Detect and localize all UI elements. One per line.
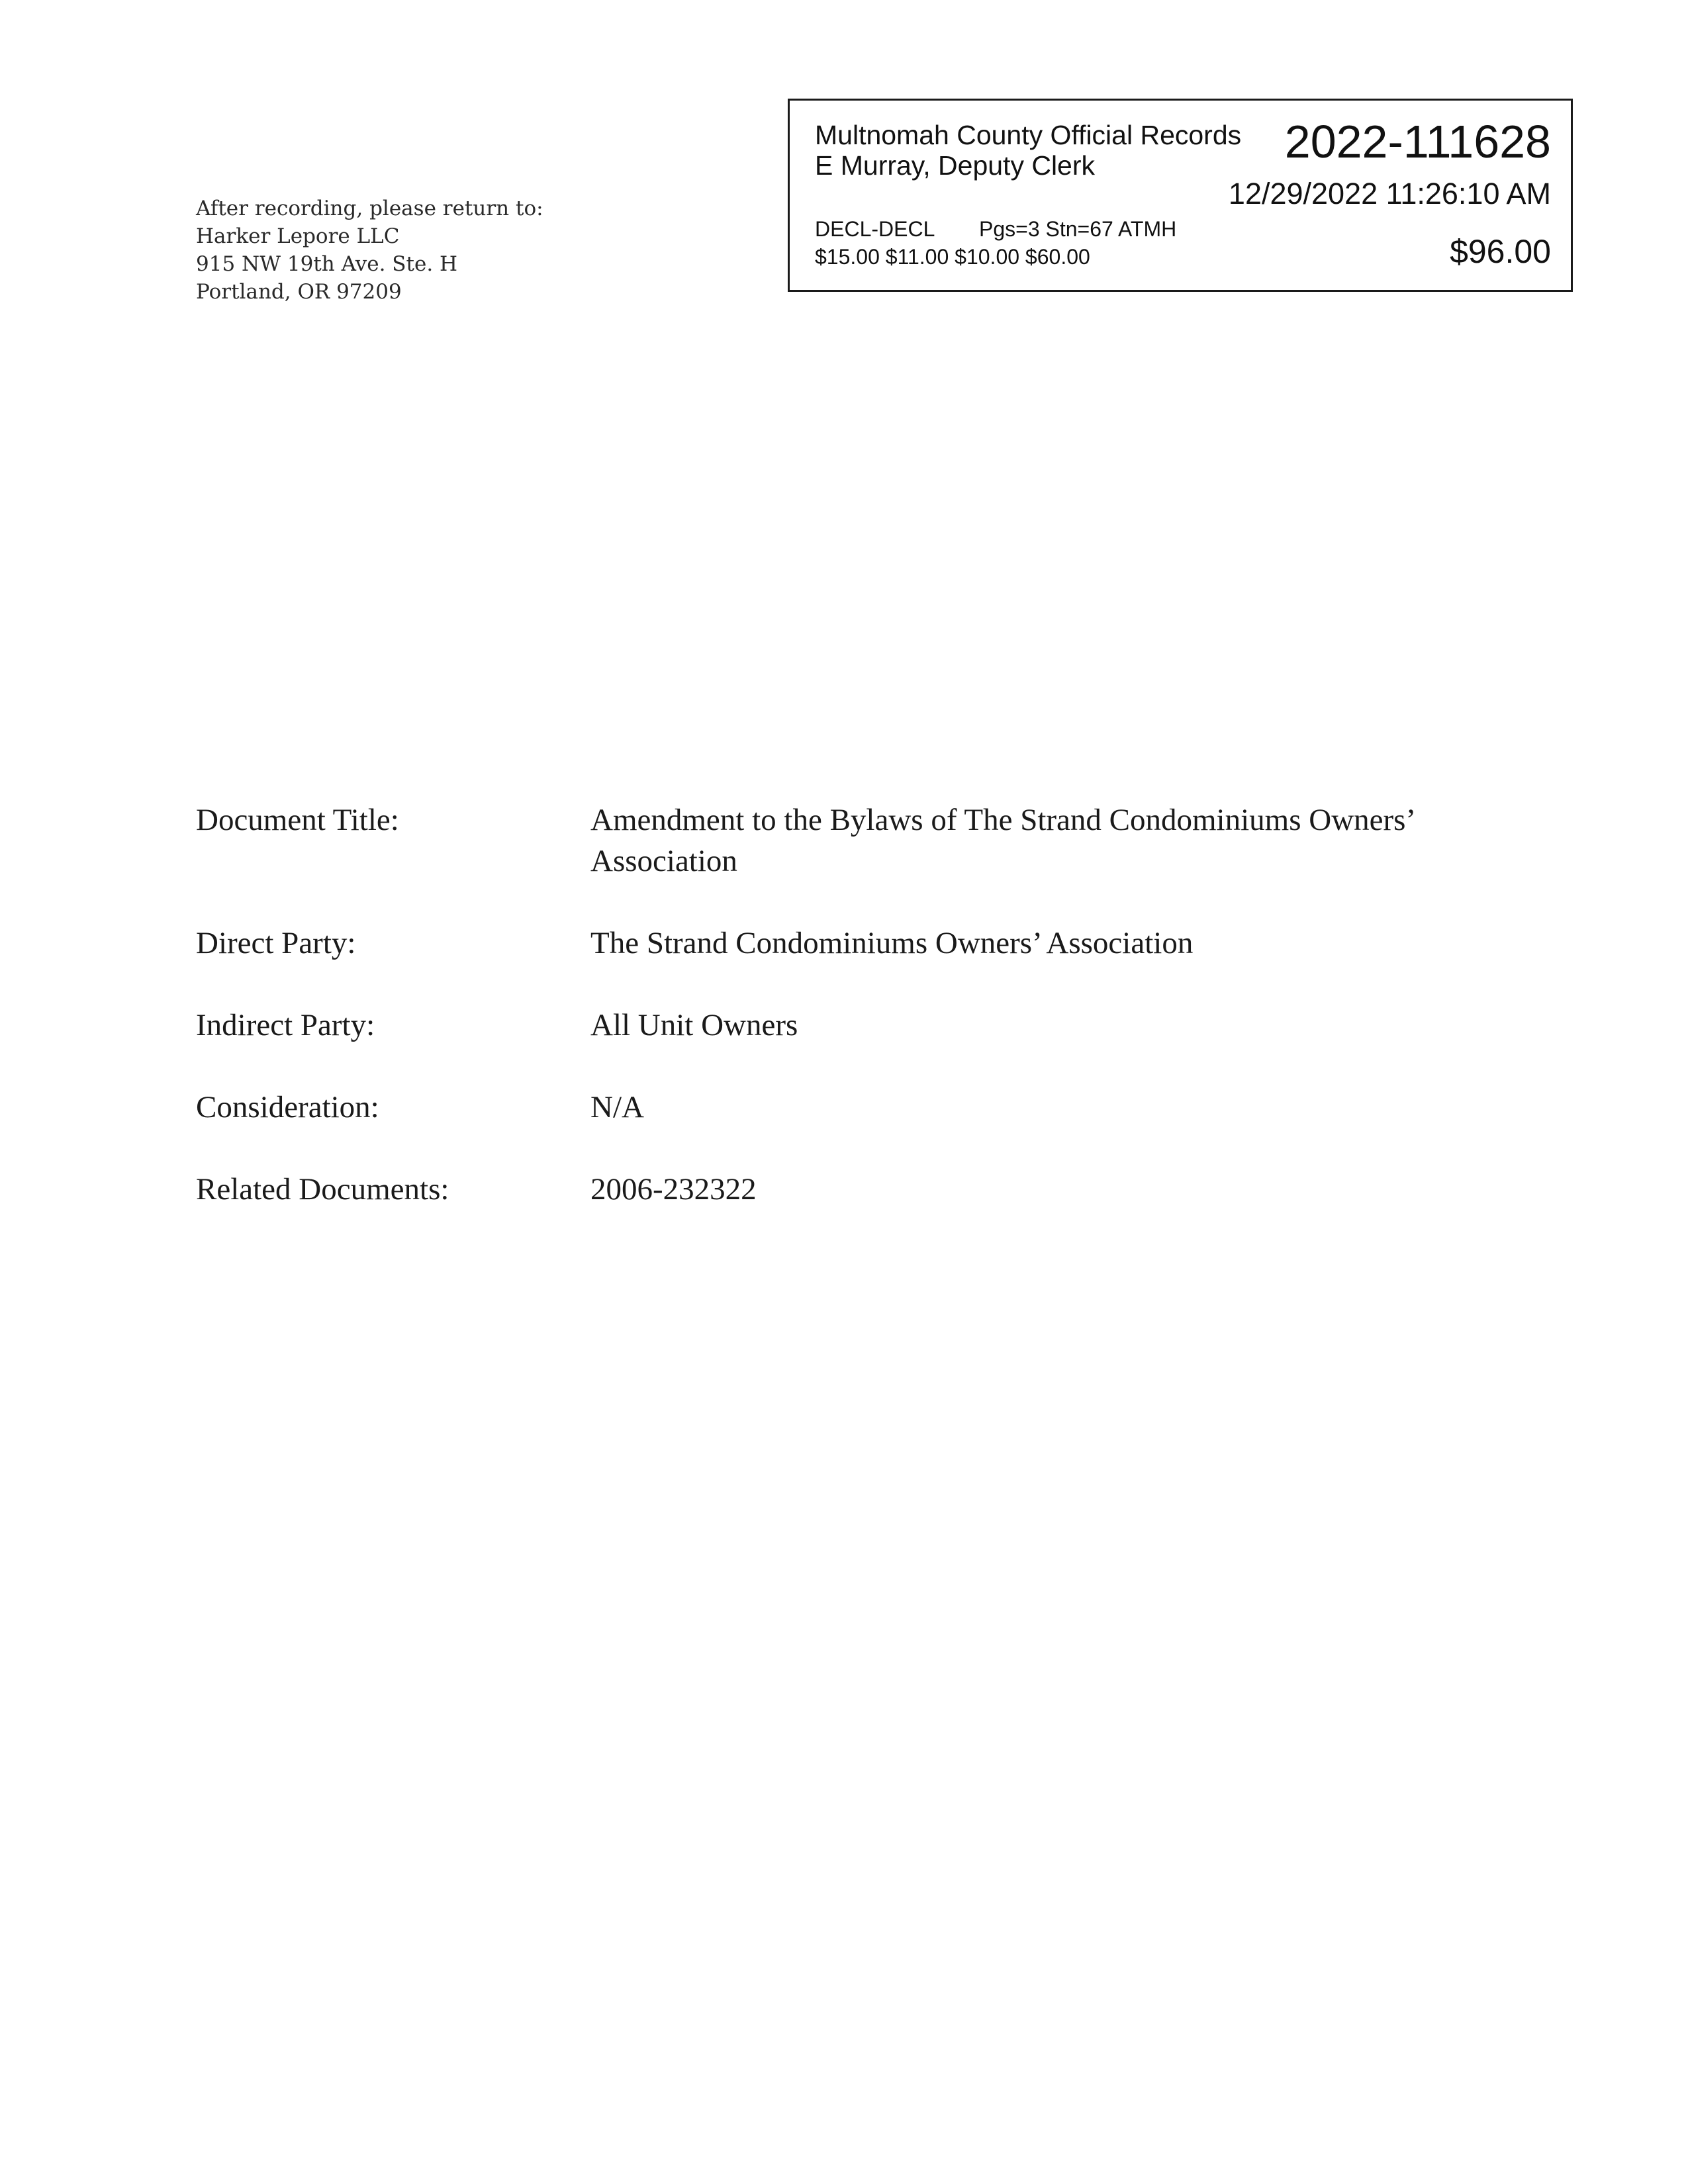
- return-address-block: [196, 195, 543, 306]
- stamp-office: Multnomah County Official Records: [815, 120, 1242, 150]
- stamp-pages-station: Pgs=3 Stn=67 ATMH: [979, 217, 1177, 241]
- stamp-fees: $15.00 $11.00 $10.00 $60.00: [815, 245, 1090, 269]
- return-street-address: 915 NW 19th Ave. Ste. H: [196, 252, 458, 276]
- stamp-doc-type: DECL-DECL: [815, 217, 935, 241]
- stamp-total: $96.00: [1450, 233, 1551, 270]
- recording-stamp: [788, 99, 1573, 292]
- stamp-document-number: 2022-111628: [1284, 116, 1551, 167]
- field-value: Amendment to the Bylaws of The Strand Condominiums Owners’ Association: [590, 803, 1414, 878]
- field-label: Related Documents:: [196, 1172, 449, 1206]
- field-value: The Strand Condominiums Owners’ Association: [590, 926, 1194, 960]
- return-firm-name: Harker Lepore LLC: [196, 224, 400, 248]
- field-value: All Unit Owners: [590, 1008, 798, 1042]
- field-label: Document Title:: [196, 803, 399, 837]
- field-value: N/A: [590, 1090, 644, 1124]
- field-label: Consideration:: [196, 1090, 379, 1124]
- return-city-state-zip: Portland, OR 97209: [196, 280, 402, 304]
- stamp-datetime: 12/29/2022 11:26:10 AM: [1228, 177, 1551, 210]
- return-instruction: After recording, please return to:: [196, 197, 543, 220]
- field-value: 2006-232322: [590, 1172, 757, 1206]
- field-label: Indirect Party:: [196, 1008, 375, 1042]
- stamp-clerk: E Murray, Deputy Clerk: [815, 150, 1096, 181]
- field-label: Direct Party:: [196, 926, 356, 960]
